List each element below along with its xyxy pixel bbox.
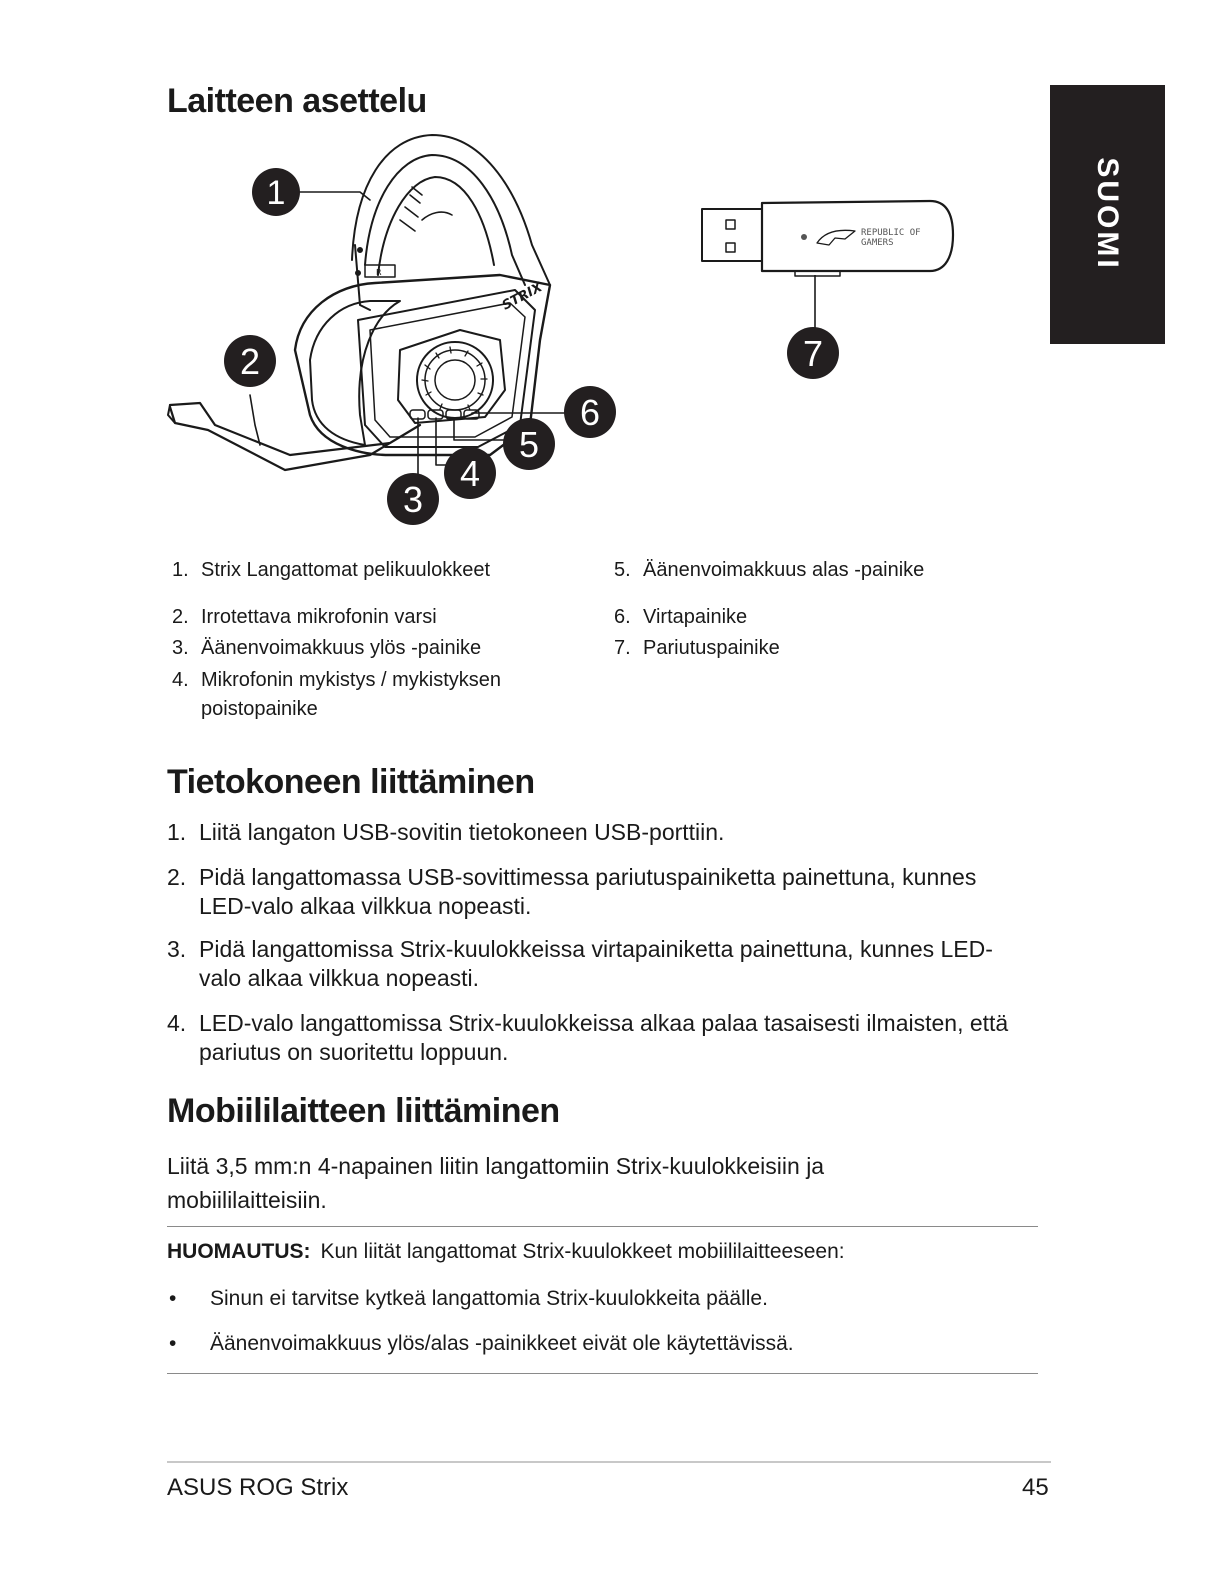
section-title-computer: Tietokoneen liittäminen bbox=[167, 763, 535, 801]
section-title-mobile: Mobiililaitteen liittäminen bbox=[167, 1092, 560, 1130]
callout-1: 1 bbox=[266, 174, 286, 212]
side-mark-label: R bbox=[376, 268, 382, 277]
footer-product: ASUS ROG Strix bbox=[167, 1474, 349, 1501]
usb-dongle-illustration bbox=[695, 195, 960, 385]
legend-right: 5. Äänenvoimakkuus alas -painike 6. Virtapainike 7. Pariutuspainike bbox=[614, 559, 925, 659]
note-text: Kun liität langattomat Strix-kuulokkeet mobiililaitteeseen: bbox=[320, 1240, 845, 1263]
callout-6: 6 bbox=[579, 392, 601, 433]
language-tab bbox=[1050, 85, 1165, 344]
callout-4: 4 bbox=[459, 453, 481, 494]
legend-left: 1. Strix Langattomat pelikuulokkeet 2. Irrotettava mikrofonin varsi 3. Äänenvoimakkuus ylös -painike 4. Mikrofonin mykistys / mykistyksen poistopainike bbox=[172, 559, 502, 720]
headset-brand-text: STRIX bbox=[499, 280, 545, 314]
callout-3: 3 bbox=[402, 479, 424, 520]
dongle-brand-line2: GAMERS bbox=[861, 238, 894, 248]
note-label: HUOMAUTUS: bbox=[167, 1240, 311, 1263]
section-title-layout: Laitteen asettelu bbox=[167, 82, 427, 120]
paragraph-line: Liitä 3,5 mm:n 4-napainen liitin langattomiin Strix-kuulokkeisiin ja bbox=[167, 1153, 825, 1179]
note-top-rule bbox=[167, 1226, 1038, 1227]
callout-5: 5 bbox=[518, 424, 540, 465]
callout-7: 7 bbox=[802, 333, 824, 374]
footer-rule bbox=[167, 1461, 1051, 1463]
paragraph-line: mobiililaitteisiin. bbox=[167, 1187, 327, 1213]
note bbox=[167, 1240, 845, 1264]
note-bottom-rule bbox=[167, 1373, 1038, 1374]
mobile-paragraph bbox=[167, 1149, 927, 1217]
page-number: 45 bbox=[1022, 1474, 1049, 1501]
callout-2: 2 bbox=[239, 341, 261, 382]
headset-illustration bbox=[160, 125, 640, 535]
dongle-brand-line1: REPUBLIC OF bbox=[861, 228, 921, 238]
language-tab-label: SUOMI bbox=[1091, 157, 1124, 271]
